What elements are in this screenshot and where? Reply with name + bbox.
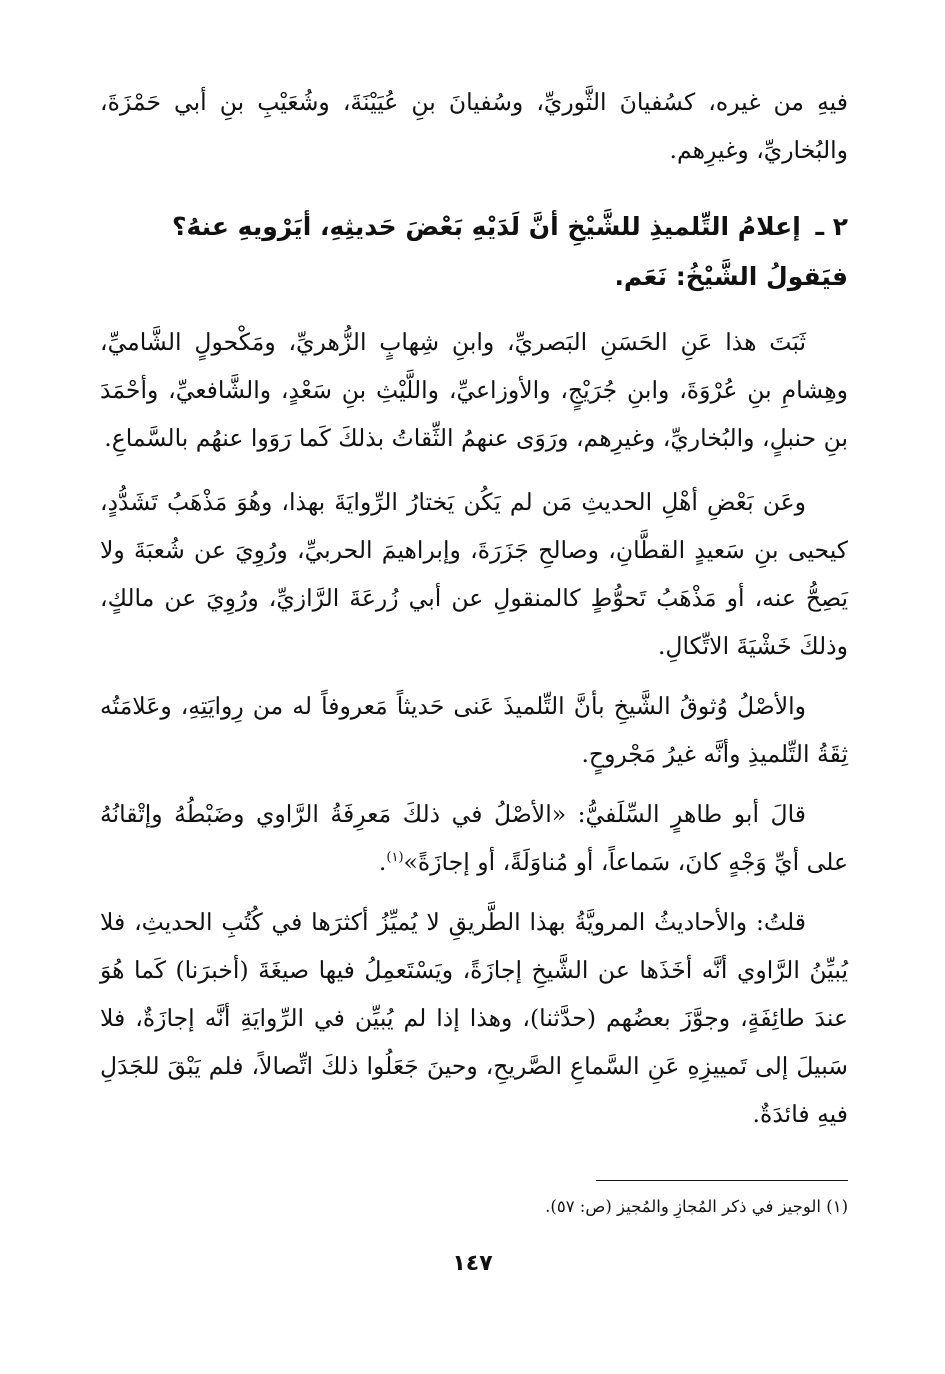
footnote-divider [596,1180,848,1181]
paragraph-2: وعَن بَعْضِ أهْلِ الحديثِ مَن لم يَكُن يَختارُ الرِّوايَةَ بهذا، وهُوَ مَذْهَبُ تَشَدُّدٍ، كيحيى بنِ سَعيدٍ القطَّانِ، وصالحِ جَزَرَةَ، وإبراهيمَ الحربيِّ، ورُوِيَ عن شُعبَةَ ولا يَصِحُّ عنه، أو مَذْهَبُ تَحوُّطٍ كالمنقولِ عن أبي زُرعَةَ الرَّازيِّ، ورُوِيَ عن مالكٍ، وذلكَ خَشْيَةَ الاتِّكالِ. [100,488,848,660]
paragraph-4 [100,790,848,886]
section-heading-line-1 [100,202,848,252]
page-number: ١٤٧ [452,1251,493,1276]
paragraph-4-end: . [378,848,387,876]
section-heading-line-2: فيَقولُ الشَّيْخُ: نَعَم. [614,262,848,291]
page-body [100,78,848,1138]
section-heading-text-1: إعلامُ التِّلميذِ للشَّيْخِ أنَّ لَدَيْهِ بَعْضَ حَديثِهِ، أيَرْويهِ عنهُ؟ [172,212,801,241]
paragraph-5: قلتُ: والأحاديثُ المرويَّةُ بهذا الطَّريقِ لا يُميِّزُ أكثرَها في كُتُبِ الحديثِ، فلا يُبيِّنُ الرَّاوي أنَّه أخَذَها عن الشَّيخِ إجازَةً، ويَسْتَعمِلُ فيها صيغَةَ (أخبرَنا) كَما هُوَ عندَ طائِفَةٍ، وجوَّزَ بعضُهم (حدَّثنا)، وهذا إذا لم يُبيِّن في الرِّوايَةِ أنَّه إجازَةٌ، فلا سَبيلَ إلى تَمييزِهِ عَنِ السَّماعِ الصَّريحِ، وحينَ جَعَلُوا ذلكَ اتِّصالاً، فلم يَبْقَ للجَدَلِ فيهِ فائدَةٌ. [100,908,848,1128]
paragraph-1: ثَبَتَ هذا عَنِ الحَسَنِ البَصريِّ، وابنِ شِهابٍ الزُّهريِّ، ومَكْحولٍ الشَّاميِّ، وهِشامِ بنِ عُرْوَةَ، وابنِ جُرَيْجٍ، والأوزاعيِّ، واللَّيْثِ بنِ سَعْدٍ، والشَّافعيِّ، وأحْمَدَ بنِ حنبلٍ، والبُخاريِّ، وغيرِهم، ورَوَى عنهمُ الثِّقاتُ بذلكَ كَما رَوَوا عنهُم بالسَّماعِ. [100,328,848,452]
footnote: (١) الوجيز في ذكر المُجازِ والمُجيز (ص: ٥٧). [545,1197,848,1216]
footnote-reference[interactable]: (١) [386,850,404,866]
section-heading [100,202,848,302]
section-number: ٢ ـ [815,212,848,241]
paragraph-3: والأصْلُ وُثوقُ الشَّيخِ بأنَّ التِّلميذَ عَنى حَديثاً مَعروفاً له من رِوايَتِهِ، وعَلامَتُه ثِقَةُ التِّلميذِ وأنَّه غيرُ مَجْروحٍ. [100,692,848,768]
paragraph-continuation: فيهِ من غيره، كسُفيانَ الثَّوريِّ، وسُفيانَ بنِ عُيَيْنَةَ، وشُعَيْبِ بنِ أبي حَمْزَةَ، والبُخاريِّ، وغيرِهم. [100,88,848,164]
paragraph-4-text: قالَ أبو طاهرٍ السِّلَفيُّ: «الأصْلُ في ذلكَ مَعرِفَةُ الرَّاوي وضَبْطُهُ وإتْقانُهُ على أيِّ وَجْهٍ كانَ، سَماعاً، أو مُناوَلَةً، أو إجازَةً» [100,800,848,876]
